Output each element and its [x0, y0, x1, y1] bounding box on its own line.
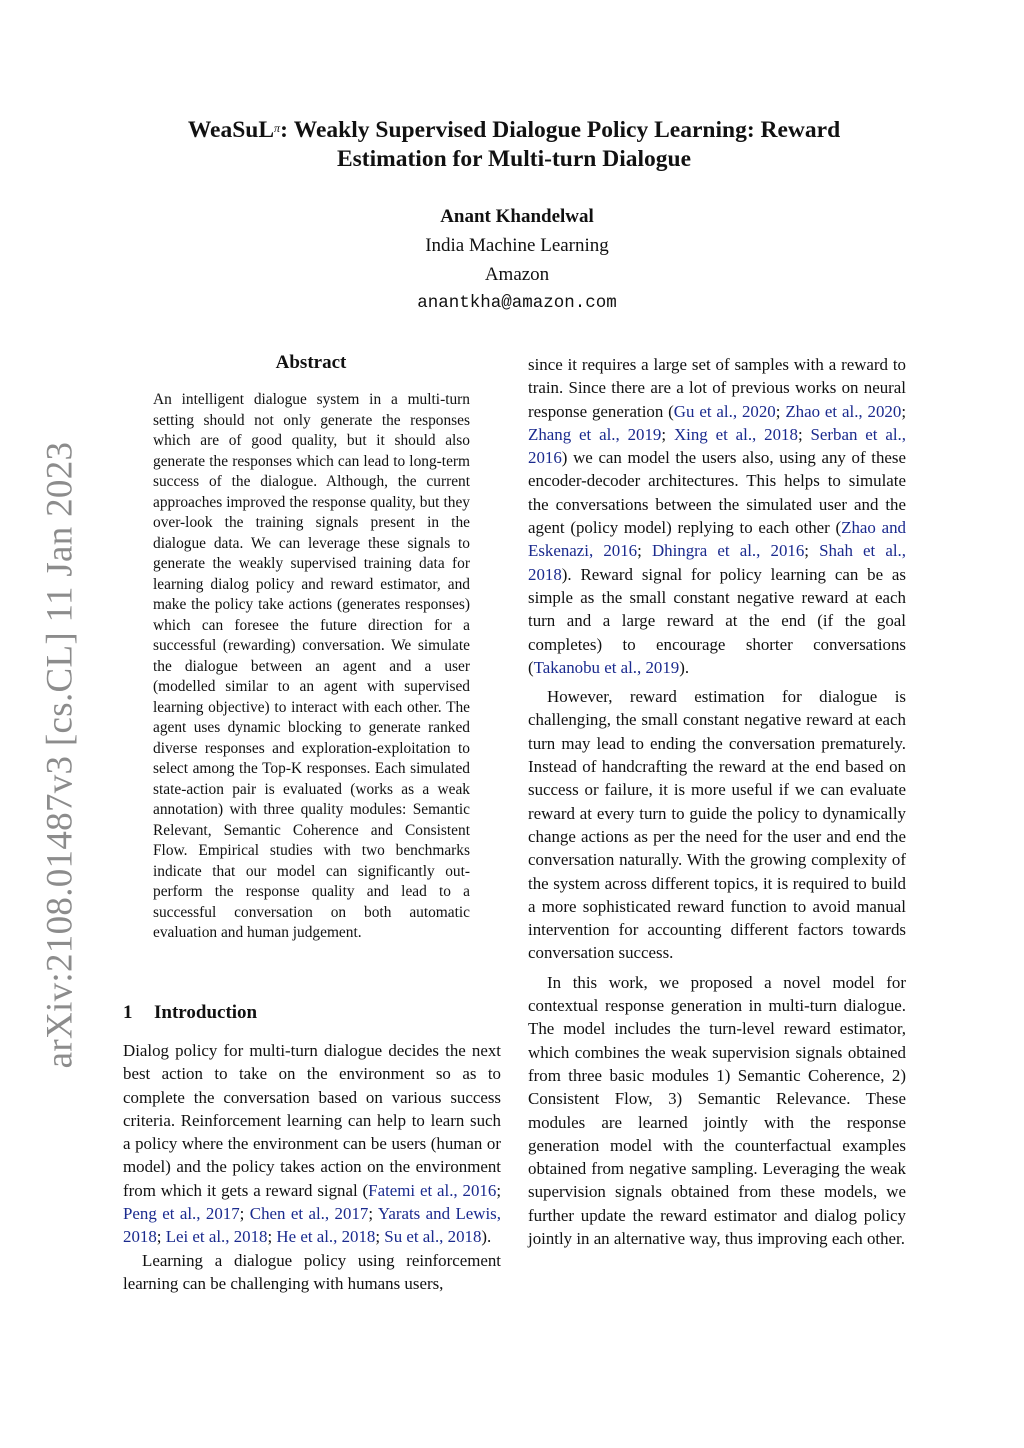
left-column-text: [123, 1039, 501, 1295]
citation-link[interactable]: Zhao et al., 2020: [785, 401, 902, 421]
paragraph-text: ) we can model the users also, using any of these encoder-decoder architectures. This helps to simulate the conversations between the simulated user and the agent (policy model) replying to each other (: [528, 448, 906, 538]
citation-link[interactable]: Peng et al., 2017: [123, 1204, 240, 1224]
citation-link[interactable]: Shah et al., 2018: [528, 541, 906, 584]
paragraph-text: Dialog policy for multi-turn dialogue decides the next best action to take on the environment so as to complete the conversation based on various success criteria. Reinforcement learning can help to learn such a policy where the environment can be users (human or model) and the policy takes action on the environment from which it gets a reward signal (: [123, 1041, 501, 1200]
author-block: [0, 202, 1024, 318]
citation-link[interactable]: He et al., 2018: [276, 1227, 376, 1247]
author-name: Anant Khandelwal: [440, 206, 594, 227]
author-organization: Amazon: [484, 264, 550, 285]
right-paragraph-3: In this work, we proposed a novel model for contextual response generation in multi-turn dialogue. The model includes the turn-level reward estimator, which combines the weak supervision signals obtained from three basic modules 1) Semantic Coherence, 2) Consistent Flow, 3) Semantic Relevance. These modules are learned jointly with the response generation model with the counterfactual examples obtained from negative sampling. Leveraging the weak supervision signals obtained from these models, we further update the reward estimator and dialog policy jointly in an alternative way, thus improving each other.: [528, 972, 906, 1248]
section-number: 1: [123, 1002, 133, 1023]
section-title: Introduction: [154, 1002, 258, 1023]
paragraph-text: ).: [679, 657, 690, 677]
paper-title: [130, 116, 898, 174]
citation-link[interactable]: Gu et al., 2020: [673, 401, 776, 421]
citation-link[interactable]: Su et al., 2018: [384, 1227, 482, 1247]
citation-link[interactable]: Yarats and Lewis, 2018: [123, 1204, 501, 1247]
citation-link[interactable]: Serban et al., 2016: [528, 424, 906, 468]
abstract-heading: Abstract: [275, 352, 347, 373]
section-heading-introduction: [123, 1002, 257, 1024]
title-main: WeaSuL: [187, 117, 275, 143]
intro-paragraph-2: Learning a dialogue policy using reinforcement learning can be challenging with humans users,: [123, 1250, 501, 1293]
author-email: anantkha@amazon.com: [417, 293, 617, 313]
abstract-body: An intelligent dialogue system in a multi-turn setting should not only generate the responses which are of good quality, but it should also generate the responses which can lead to long-term success of the dialogue. Although, the current approaches improved the response quality, but they over-look the training signals present in the dialogue data. We can leverage these signals to generate the weakly supervised training data for learning dialog policy and reward estimator, and make the policy take actions (generates responses) which can foresee the future direction for a successful (rewarding) conversation. We simulate the dialogue between an agent and a user (modelled similar to an agent with supervised learning objective) to interact with each other. The agent uses dynamic blocking to generate ranked diverse responses and exploration-exploitation to select among the Top-K responses. Each simulated state-action pair is evaluated (works as a weak annotation) with three quality modules: Semantic Relevant, Semantic Coherence and Consistent Flow. Empirical studies with two benchmarks indicate that our model can significantly out-perform the response quality and lead to a successful conversation on both automatic evaluation and human judgement.: [153, 391, 470, 941]
right-paragraph-2: However, reward estimation for dialogue is challenging, the small constant negative reward at each turn may lead to ending the conversation prematurely. Instead of handcrafting the reward at the end based on success or failure, it is more useful if we can evaluate reward at every turn to guide the policy to dynamically change actions as per the need for the user and end the conversation naturally. With the growing complexity of the system across different topics, it is required to build a more sophisticated reward function to avoid manual intervention for accounting different factors towards conversation success.: [528, 687, 906, 963]
citation-link[interactable]: Xing et al., 2018: [673, 424, 798, 444]
citation-link[interactable]: Zhao and Eskenazi, 2016: [528, 518, 906, 561]
paragraph-text: ). Reward signal for policy learning can be as simple as the small constant negative reward at each turn and a large reward at the end (if the goal completes) to encourage shorter conversations (: [528, 564, 906, 677]
title-line-2: Estimation for Multi-turn Dialogue: [336, 146, 691, 172]
paragraph-text: since it requires a large set of samples with a reward to train. Since there are a lot of previous works on neural response generation (: [528, 355, 906, 421]
paragraph-text: ).: [481, 1227, 492, 1247]
arxiv-identifier: arXiv:2108.01487v3 [cs.CL] 11 Jan 2023: [39, 441, 81, 1069]
citation-link[interactable]: Fatemi et al., 2016: [368, 1180, 497, 1200]
right-paragraph-1: since it requires a large set of samples with a reward to train. Since there are a lot of previous works on neural response generation (Gu et al., 2020; Zhao et al., 2020; Zhang et al., 2019; Xing et al., 2018; Serban et al., 2016) we can model the users also, using any of these encoder-decoder architectures. This helps to simulate the conversations between the simulated user and the agent (policy model) replying to each other (Zhao and Eskenazi, 2016; Dhingra et al., 2016; Shah et al., 2018). Reward signal for policy learning can be as simple as the small constant negative reward at each turn and a large reward at the end (if the goal completes) to encourage shorter conversations (Takanobu et al., 2019).: [528, 355, 907, 677]
title-rest: : Weakly Supervised Dialogue Policy Learning: Reward: [280, 117, 841, 143]
citation-link[interactable]: Lei et al., 2018: [165, 1227, 268, 1247]
citation-link[interactable]: Dhingra et al., 2016: [651, 541, 805, 561]
title-superscript: π: [274, 121, 281, 135]
citation-link[interactable]: Zhang et al., 2019: [528, 424, 662, 444]
citation-link[interactable]: Takanobu et al., 2019: [533, 657, 680, 677]
author-affiliation: India Machine Learning: [425, 235, 609, 256]
intro-paragraph-1: Dialog policy for multi-turn dialogue decides the next best action to take on the environment so as to complete the conversation based on various success criteria. Reinforcement learning can help to learn such a policy where the environment can be users (human or model) and the policy takes action on the environment from which it gets a reward signal (Fatemi et al., 2016; Peng et al., 2017; Chen et al., 2017; Yarats and Lewis, 2018; Lei et al., 2018; He et al., 2018; Su et al., 2018).: [123, 1041, 502, 1247]
citation-link[interactable]: Chen et al., 2017: [249, 1204, 369, 1224]
right-column-text: [528, 353, 906, 1250]
